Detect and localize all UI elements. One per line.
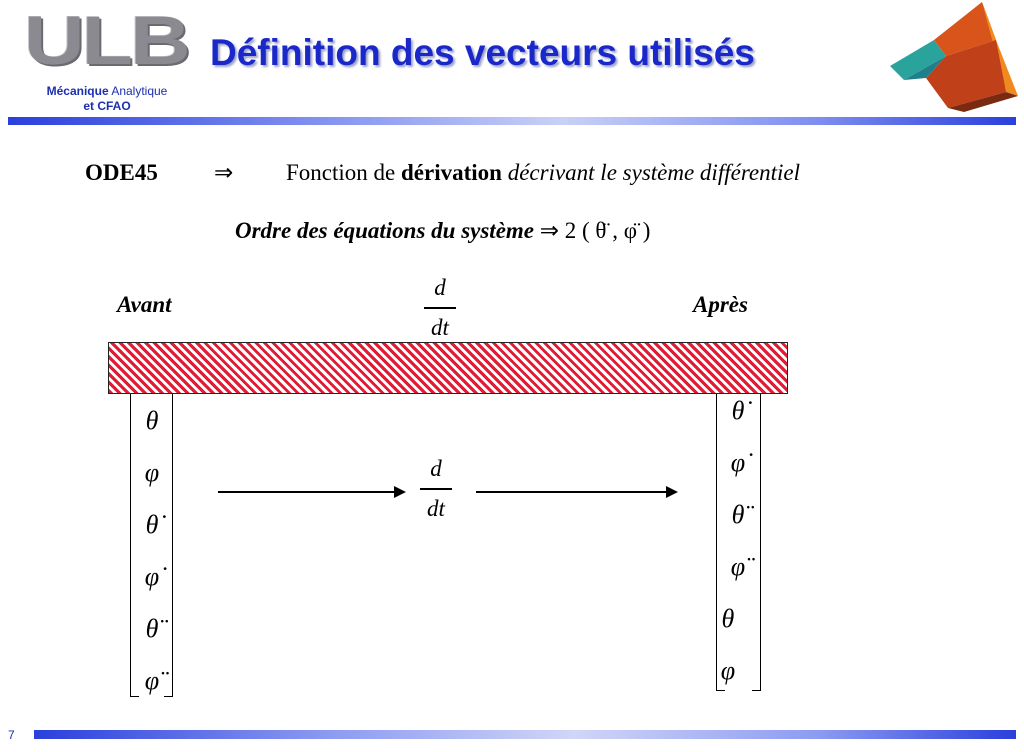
vector-after-item: θ̈ bbox=[731, 500, 745, 529]
derivative-top-den: dt bbox=[431, 314, 449, 340]
vector-after-item: φ̇ bbox=[730, 448, 746, 477]
ulb-logo: ULB bbox=[24, 1, 188, 79]
hatched-overlay bbox=[108, 342, 788, 394]
ode45-label: ODE45 bbox=[85, 160, 158, 185]
footer-divider bbox=[34, 730, 1016, 739]
fonction-text bbox=[286, 160, 800, 186]
ordre-bold: Ordre des équations du système bbox=[235, 218, 534, 243]
apres-label: Après bbox=[693, 292, 748, 317]
fonction-italic: décrivant le système différentiel bbox=[501, 160, 800, 185]
derivative-middle-num: d bbox=[430, 456, 442, 481]
vector-before-item: φ bbox=[144, 458, 160, 487]
logo-subtitle-rest: Analytique bbox=[108, 84, 168, 98]
derivative-middle bbox=[420, 456, 452, 522]
ordre-rest: ⇒ 2 ( θ̈ , φ̈ ) bbox=[534, 218, 651, 243]
vector-after-item: θ⃛ bbox=[721, 604, 755, 633]
fraction-bar bbox=[424, 307, 456, 309]
derivative-top-num: d bbox=[434, 275, 446, 300]
page-number: 7 bbox=[8, 728, 15, 742]
arrow-right-line bbox=[476, 491, 668, 493]
ordre-text bbox=[235, 218, 650, 244]
logo-subtitle bbox=[22, 84, 192, 98]
vector-after bbox=[717, 385, 759, 697]
fraction-bar bbox=[420, 488, 452, 490]
avant-label: Avant bbox=[117, 292, 172, 317]
derivative-middle-den: dt bbox=[427, 495, 445, 521]
vector-after-item: φ⃛ bbox=[720, 656, 756, 685]
arrow-right-head bbox=[666, 486, 678, 498]
arrow-left-head bbox=[394, 486, 406, 498]
vector-before-item: θ bbox=[145, 406, 159, 435]
vector-before-item: θ̈ bbox=[145, 614, 159, 643]
vector-after-item: φ̈ bbox=[730, 552, 746, 581]
matlab-membrane-icon bbox=[886, 0, 1020, 112]
logo-subtitle-bold: Mécanique bbox=[46, 84, 109, 98]
arrow-left-line bbox=[218, 491, 396, 493]
implies-arrow: ⇒ bbox=[214, 160, 234, 185]
vector-before-item: φ̇ bbox=[144, 562, 160, 591]
header-divider bbox=[8, 117, 1016, 125]
vector-before bbox=[132, 395, 172, 707]
logo-subtitle-line2: et CFAO bbox=[83, 99, 131, 113]
fonction-prefix: Fonction de bbox=[286, 160, 401, 185]
vector-after-item: θ̇ bbox=[731, 396, 745, 425]
fonction-bold: dérivation bbox=[401, 160, 502, 185]
slide-title: Définition des vecteurs utilisés bbox=[210, 32, 755, 73]
vector-before-item: φ̈ bbox=[144, 666, 160, 695]
derivative-top bbox=[424, 275, 456, 341]
vector-before-item: θ̇ bbox=[145, 510, 159, 539]
